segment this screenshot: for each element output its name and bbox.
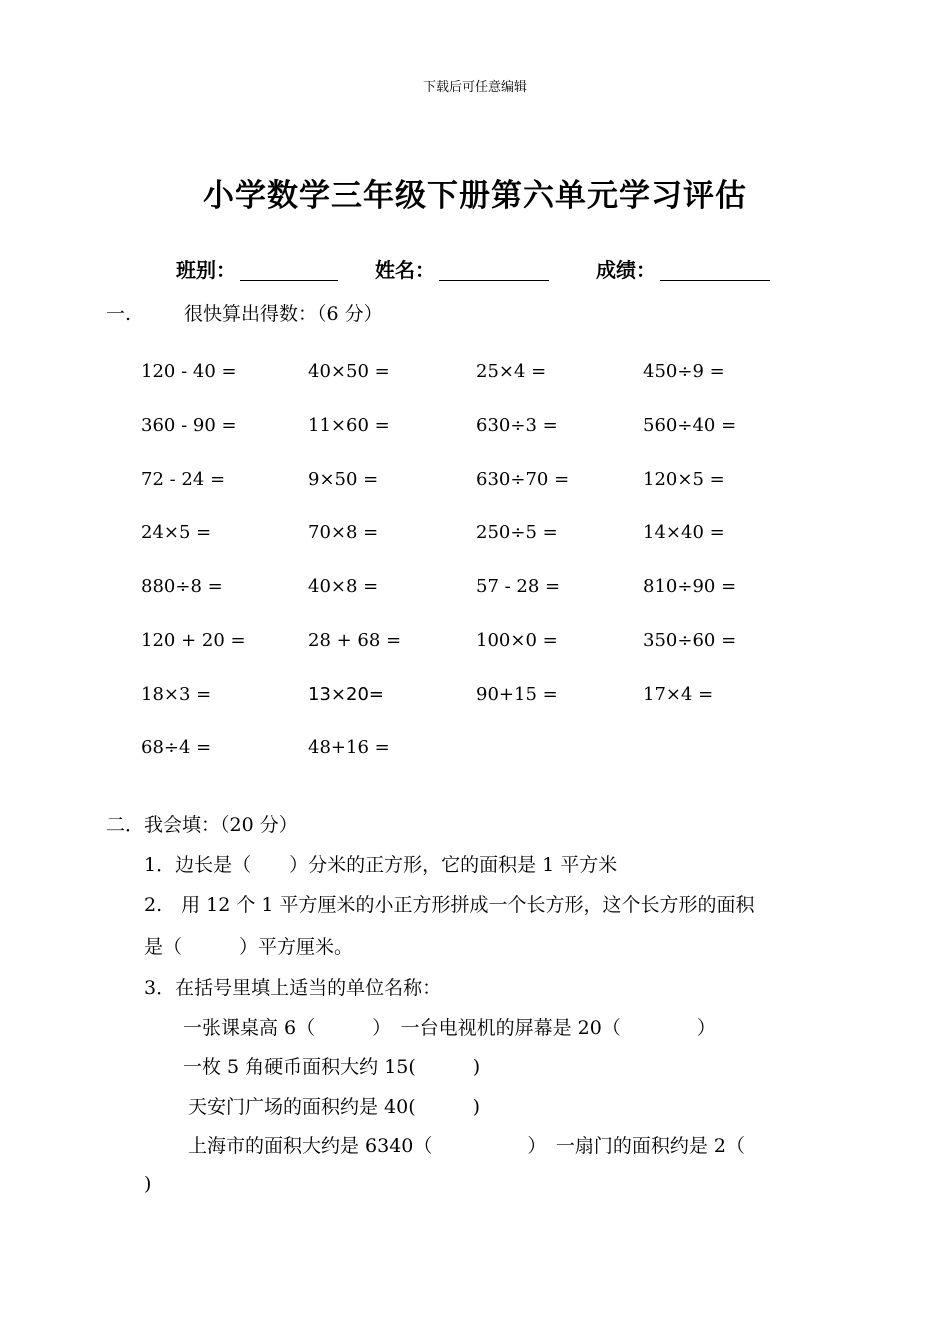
fill-line: 是（ ）平方厘米。 bbox=[144, 936, 354, 958]
problem: 13×20= bbox=[308, 684, 384, 705]
problem: 120 - 40 = bbox=[141, 361, 237, 382]
name-field bbox=[375, 254, 549, 283]
problem: 48+16 = bbox=[308, 737, 390, 758]
problem: 9×50 = bbox=[308, 469, 379, 490]
fill-line: ) bbox=[144, 1173, 152, 1195]
problem: 100×0 = bbox=[476, 630, 558, 651]
problem: 630÷70 = bbox=[476, 469, 570, 490]
problem: 360 - 90 = bbox=[141, 415, 237, 436]
problem: 90+15 = bbox=[476, 684, 558, 705]
page-title: 小学数学三年级下册第六单元学习评估 bbox=[203, 178, 747, 214]
problem: 28 + 68 = bbox=[308, 630, 402, 651]
problem: 450÷9 = bbox=[643, 361, 725, 382]
problem: 57 - 28 = bbox=[476, 576, 561, 597]
problem: 18×3 = bbox=[141, 684, 212, 705]
problem: 17×4 = bbox=[643, 684, 714, 705]
class-blank bbox=[240, 258, 338, 281]
problem: 810÷90 = bbox=[643, 576, 737, 597]
problem: 560÷40 = bbox=[643, 415, 737, 436]
problem: 630÷3 = bbox=[476, 415, 558, 436]
problem: 120 + 20 = bbox=[141, 630, 246, 651]
problem: 72 - 24 = bbox=[141, 469, 226, 490]
name-blank bbox=[439, 258, 549, 281]
score-field bbox=[596, 254, 770, 283]
problem: 120×5 = bbox=[643, 469, 725, 490]
name-label: 姓名： bbox=[375, 258, 435, 282]
problem: 40×8 = bbox=[308, 576, 379, 597]
header-note: 下载后可任意编辑 bbox=[422, 80, 527, 95]
problem: 68÷4 = bbox=[141, 737, 212, 758]
problem: 350÷60 = bbox=[643, 630, 737, 651]
problem: 11×60 = bbox=[308, 415, 390, 436]
problem: 70×8 = bbox=[308, 522, 379, 543]
fill-line: 上海市的面积大约是 6340（ ） 一扇门的面积约是 2（ bbox=[188, 1135, 746, 1157]
section1-number: 一. bbox=[106, 303, 132, 325]
score-blank bbox=[660, 258, 770, 281]
score-label: 成绩： bbox=[596, 258, 656, 282]
problem: 40×50 = bbox=[308, 361, 390, 382]
fill-line: 一枚 5 角硬币面积大约 15( ) bbox=[183, 1056, 481, 1078]
fill-line: 天安门广场的面积约是 40( ) bbox=[188, 1096, 481, 1118]
fill-line: 1．边长是（ ）分米的正方形，它的面积是 1 平方米 bbox=[144, 854, 618, 876]
problem: 25×4 = bbox=[476, 361, 547, 382]
fill-line: 2. 用 12 个 1 平方厘米的小正方形拼成一个长方形，这个长方形的面积 bbox=[144, 894, 755, 916]
problem: 14×40 = bbox=[643, 522, 725, 543]
fill-line: 一张课桌高 6（ ） 一台电视机的屏幕是 20（ ） bbox=[183, 1017, 716, 1039]
section2-heading: 二．我会填：（20 分） bbox=[106, 814, 298, 836]
problem: 24×5 = bbox=[141, 522, 212, 543]
class-label: 班别： bbox=[176, 258, 236, 282]
fill-line: 3．在括号里填上适当的单位名称： bbox=[144, 977, 442, 999]
section1-heading: 很快算出得数：（6 分） bbox=[184, 303, 383, 325]
problem: 880÷8 = bbox=[141, 576, 223, 597]
problem: 250÷5 = bbox=[476, 522, 558, 543]
class-field bbox=[176, 254, 338, 283]
